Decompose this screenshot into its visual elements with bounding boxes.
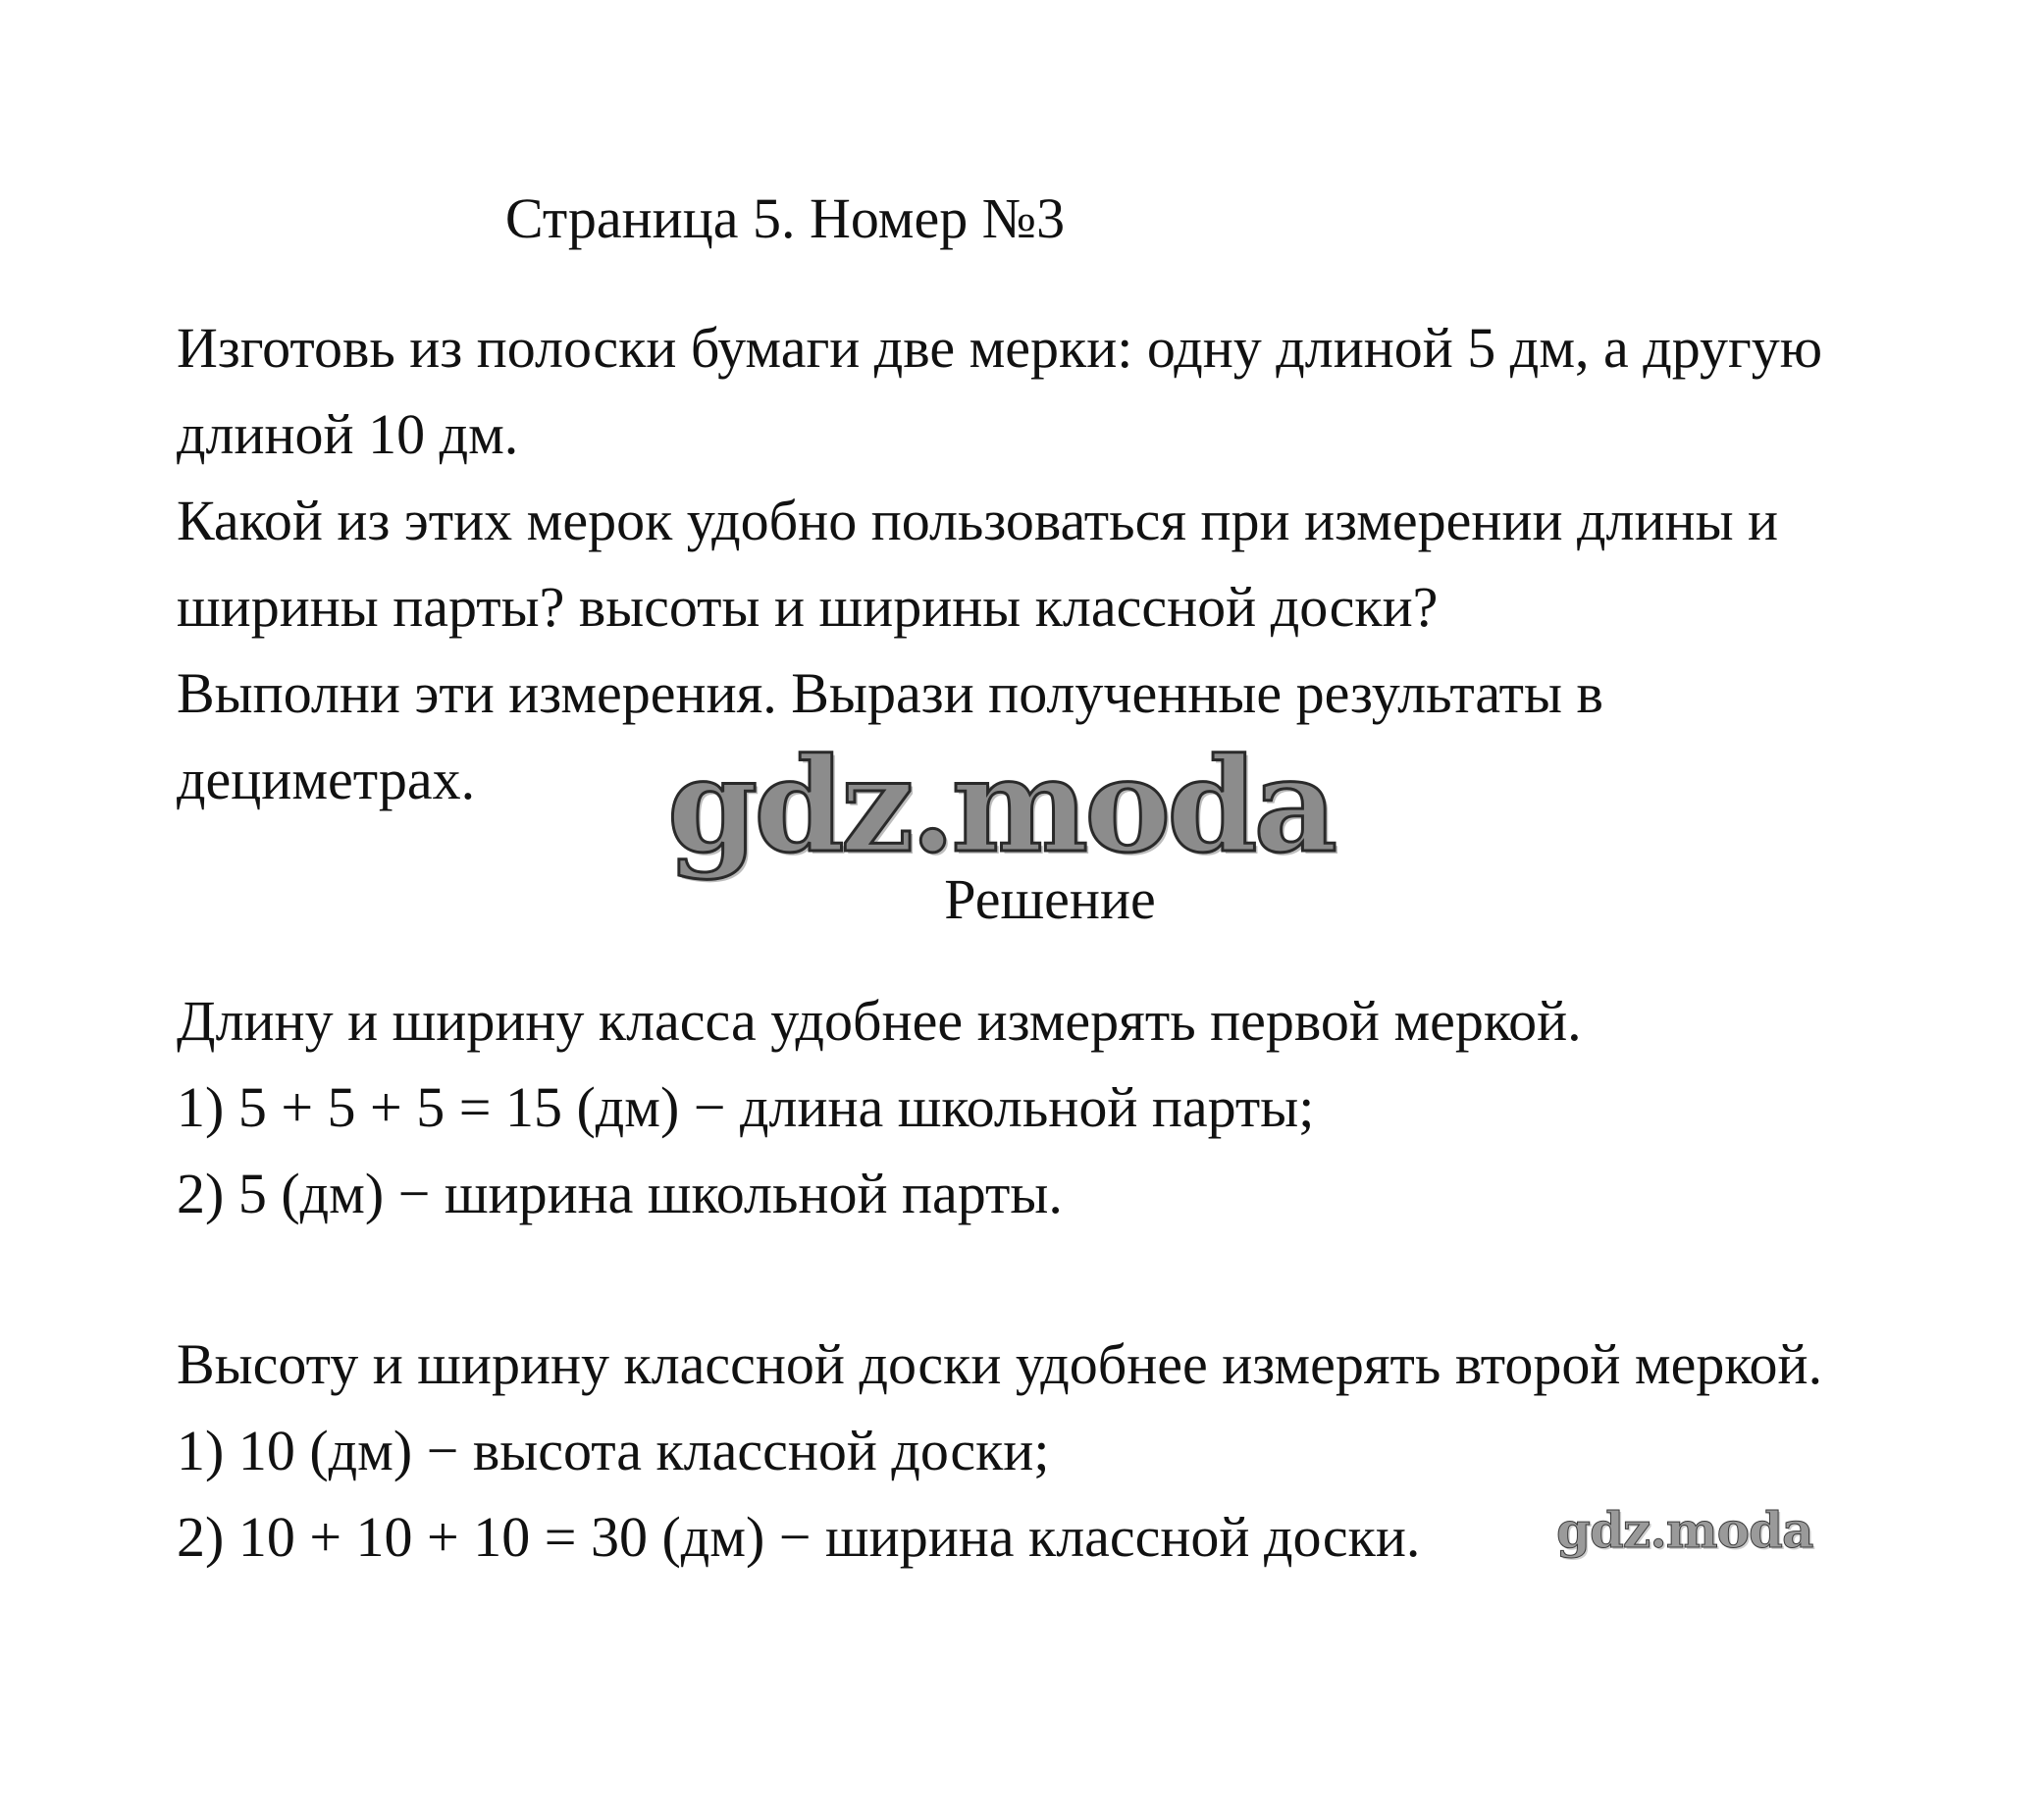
solution-line: Длину и ширину класса удобнее измерять первой меркой. — [177, 989, 1582, 1053]
task-line: Изготовь из полоски бумаги две мерки: одну длиной 5 дм, а другую — [177, 316, 1823, 380]
solution-line: Высоту и ширину классной доски удобнее измерять второй меркой. — [177, 1332, 1823, 1396]
page-title: Страница 5. Номер №3 — [504, 186, 1066, 250]
task-line: Выполни эти измерения. Вырази полученные результаты в — [177, 661, 1603, 725]
solution-line: 2) 5 (дм) − ширина школьной парты. — [177, 1162, 1063, 1225]
watermark-logo-large: gdz.moda — [667, 730, 1335, 882]
task-line: ширины парты? высоты и ширины классной доски? — [177, 575, 1439, 639]
solution-heading: Решение — [944, 867, 1156, 931]
solution-line: 1) 10 (дм) − высота классной доски; — [177, 1419, 1050, 1482]
task-line: дециметрах. — [177, 748, 476, 811]
solution-line: 1) 5 + 5 + 5 = 15 (дм) − длина школьной парты; — [177, 1075, 1315, 1139]
task-line: длиной 10 дм. — [177, 402, 519, 466]
task-line: Какой из этих мерок удобно пользоваться при измерении длины и — [177, 489, 1779, 552]
watermark-logo-small: gdz.moda — [1556, 1501, 1813, 1559]
solution-line: 2) 10 + 10 + 10 = 30 (дм) − ширина классной доски. — [177, 1505, 1421, 1569]
